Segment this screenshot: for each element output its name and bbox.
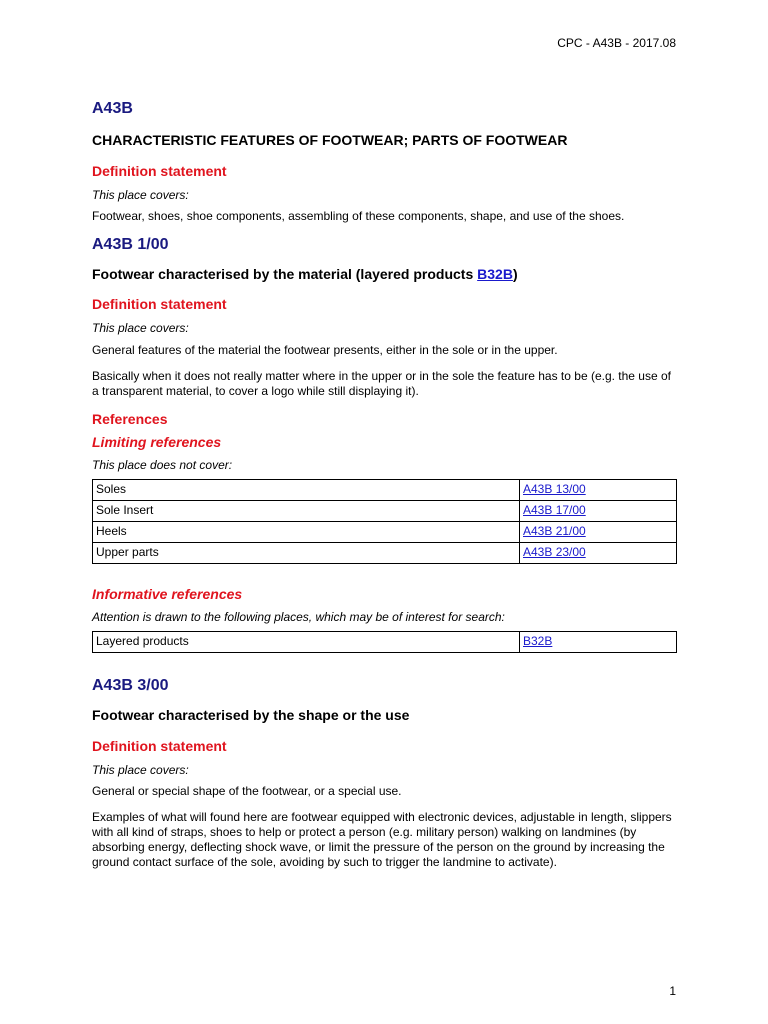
page-number: 1 bbox=[669, 984, 676, 998]
covers-label-a43b: This place covers: bbox=[92, 188, 189, 202]
reference-label: Heels bbox=[93, 522, 520, 543]
references-heading: References bbox=[92, 411, 168, 427]
title-suffix: ) bbox=[512, 266, 518, 282]
informative-references-heading: Informative references bbox=[92, 586, 243, 602]
reference-link-cell bbox=[520, 480, 677, 501]
paragraph-material-detail: Basically when it does not really matter where in the upper or in the sole the feature has to be (e.g. the use of a transparent material, to cover a logo while still displaying it). bbox=[92, 369, 671, 398]
definition-heading-a43b-1-00: Definition statement bbox=[92, 296, 227, 312]
reference-link-cell bbox=[520, 543, 677, 564]
reference-link-cell bbox=[520, 522, 677, 543]
reference-label: Layered products bbox=[93, 632, 520, 653]
covers-label-a43b-1-00: This place covers: bbox=[92, 321, 189, 335]
paragraph-shape-examples: Examples of what will found here are footwear equipped with electronic devices, adjustable in length, slippers with all kind of straps, shoes to help or protect a person (e.g. military person) walking on landmines (by absorbing energy, deflecting shock wave, or limit the pressure of the person on the ground by increasing the ground contact surface of the sole, avoiding by such to trigger the landmine to activate). bbox=[92, 810, 672, 869]
reference-label: Soles bbox=[93, 480, 520, 501]
covers-label-a43b-3-00: This place covers: bbox=[92, 763, 189, 777]
section-title-a43b-1-00 bbox=[92, 266, 518, 282]
definition-heading-a43b: Definition statement bbox=[92, 163, 227, 179]
table-row bbox=[93, 632, 677, 653]
informative-references-table bbox=[92, 631, 677, 653]
table-row bbox=[93, 501, 677, 522]
reference-link[interactable]: B32B bbox=[523, 634, 553, 648]
informative-references-intro: Attention is drawn to the following places, which may be of interest for search: bbox=[92, 610, 505, 624]
reference-label: Upper parts bbox=[93, 543, 520, 564]
limiting-references-intro: This place does not cover: bbox=[92, 458, 233, 472]
section-code-a43b-1-00: A43B 1/00 bbox=[92, 236, 169, 253]
section-title-a43b: CHARACTERISTIC FEATURES OF FOOTWEAR; PARTS OF FOOTWEAR bbox=[92, 132, 568, 148]
reference-link[interactable]: A43B 17/00 bbox=[523, 503, 586, 517]
document-reference: CPC - A43B - 2017.08 bbox=[557, 36, 676, 50]
section-title-a43b-3-00: Footwear characterised by the shape or the use bbox=[92, 707, 410, 723]
title-text: Footwear characterised by the material (layered products bbox=[92, 266, 478, 282]
table-row bbox=[93, 522, 677, 543]
table-row bbox=[93, 480, 677, 501]
paragraph-shape-general: General or special shape of the footwear, or a special use. bbox=[92, 784, 402, 798]
reference-link[interactable]: A43B 21/00 bbox=[523, 524, 586, 538]
reference-link-cell bbox=[520, 632, 677, 653]
reference-link[interactable]: A43B 13/00 bbox=[523, 482, 586, 496]
definition-heading-a43b-3-00: Definition statement bbox=[92, 738, 227, 754]
section-code-a43b: A43B bbox=[92, 100, 133, 117]
section-code-a43b-3-00: A43B 3/00 bbox=[92, 677, 169, 694]
link-b32b-title[interactable]: B32B bbox=[477, 266, 513, 282]
table-row bbox=[93, 543, 677, 564]
limiting-references-heading: Limiting references bbox=[92, 434, 222, 450]
covers-text-a43b: Footwear, shoes, shoe components, assembling of these components, shape, and use of the shoes. bbox=[92, 209, 625, 223]
reference-label: Sole Insert bbox=[93, 501, 520, 522]
paragraph-material-general: General features of the material the footwear presents, either in the sole or in the upper. bbox=[92, 343, 558, 357]
reference-link-cell bbox=[520, 501, 677, 522]
limiting-references-table bbox=[92, 479, 677, 564]
reference-link[interactable]: A43B 23/00 bbox=[523, 545, 586, 559]
